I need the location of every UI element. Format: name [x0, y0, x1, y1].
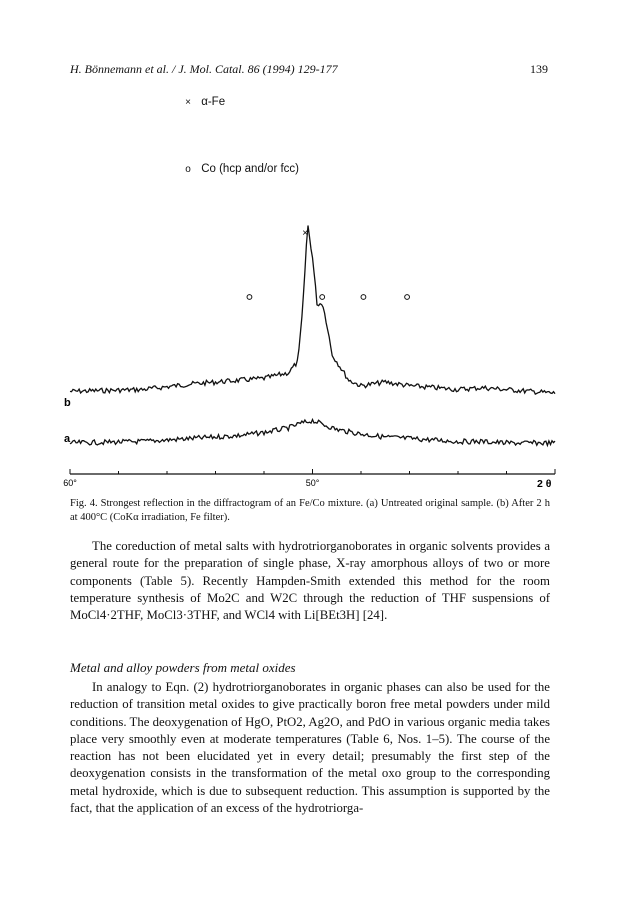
paragraph-1-text: The coreduction of metal salts with hydrotriorganoborates in organic solvents provides a general route for the preparation of single phase, X-ray amorphous alloys of two or more components (Table 5). Recently Hampden-Smith extended this method for the room temperature synthesis of Mo2C and W2C through the reduction of THF suspensions of MoCl4·2THF, MoCl3·3THF, and WCl4 with Li[BEt3H] [24]. [70, 539, 550, 623]
paragraph-2-text: In analogy to Eqn. (2) hydrotriorganoborates in organic phases can also be used for the reduction of transition metal oxides to give practically boron free metal powders under mild conditions. The deoxygenation of HgO, PtO2, Ag2O, and PdO in various organic media takes place very smoothly even at moderate temperatures (Table 6, Nos. 1–5). The course of the reaction has not been elucidated yet in every detail; presumably the first step of the deoxygenation consists in the transformation of the metal oxo group to the corresponding metal hydroxide, which is due to subsequent reduction. This assumption is supported by the fact, that the application of an excess of the hydrotriorga- [70, 680, 550, 816]
diffractogram-chart [60, 220, 570, 490]
legend-label-alpha-fe: α-Fe [201, 96, 226, 108]
circle-marker-icon: o [185, 164, 191, 175]
x-axis-label: 2 θ [537, 478, 552, 490]
series-line-a [70, 420, 555, 446]
legend-cobalt [178, 163, 299, 175]
page-number: 139 [530, 62, 548, 76]
running-title: H. Bönnemann et al. / J. Mol. Catal. 86 (1994) 129-177 [70, 62, 338, 76]
x-tick-label: 60° [63, 478, 77, 488]
running-header [70, 62, 548, 80]
cobalt-marker [320, 295, 325, 300]
series-line-b [70, 226, 555, 395]
series-label-b: b [64, 397, 71, 409]
x-tick-label: 50° [305, 478, 320, 488]
cobalt-marker [361, 295, 366, 300]
cobalt-marker [247, 295, 252, 300]
section-heading: Metal and alloy powders from metal oxides [70, 660, 296, 675]
paragraph-metal-oxides [70, 679, 550, 817]
cross-marker-icon: × [185, 97, 191, 108]
figure-caption: Fig. 4. Strongest reflection in the diffractogram of an Fe/Co mixture. (a) Untreated original sample. (b) After 2 h at 400°C (CoKα irradiation, Fe filter). [70, 498, 550, 523]
alpha-fe-marker: × [302, 228, 309, 239]
legend-alpha-fe [178, 96, 225, 108]
series-label-a: a [64, 433, 71, 445]
paragraph-coreduction [70, 538, 550, 624]
cobalt-marker [405, 295, 410, 300]
legend-label-cobalt: Co (hcp and/or fcc) [201, 163, 299, 175]
